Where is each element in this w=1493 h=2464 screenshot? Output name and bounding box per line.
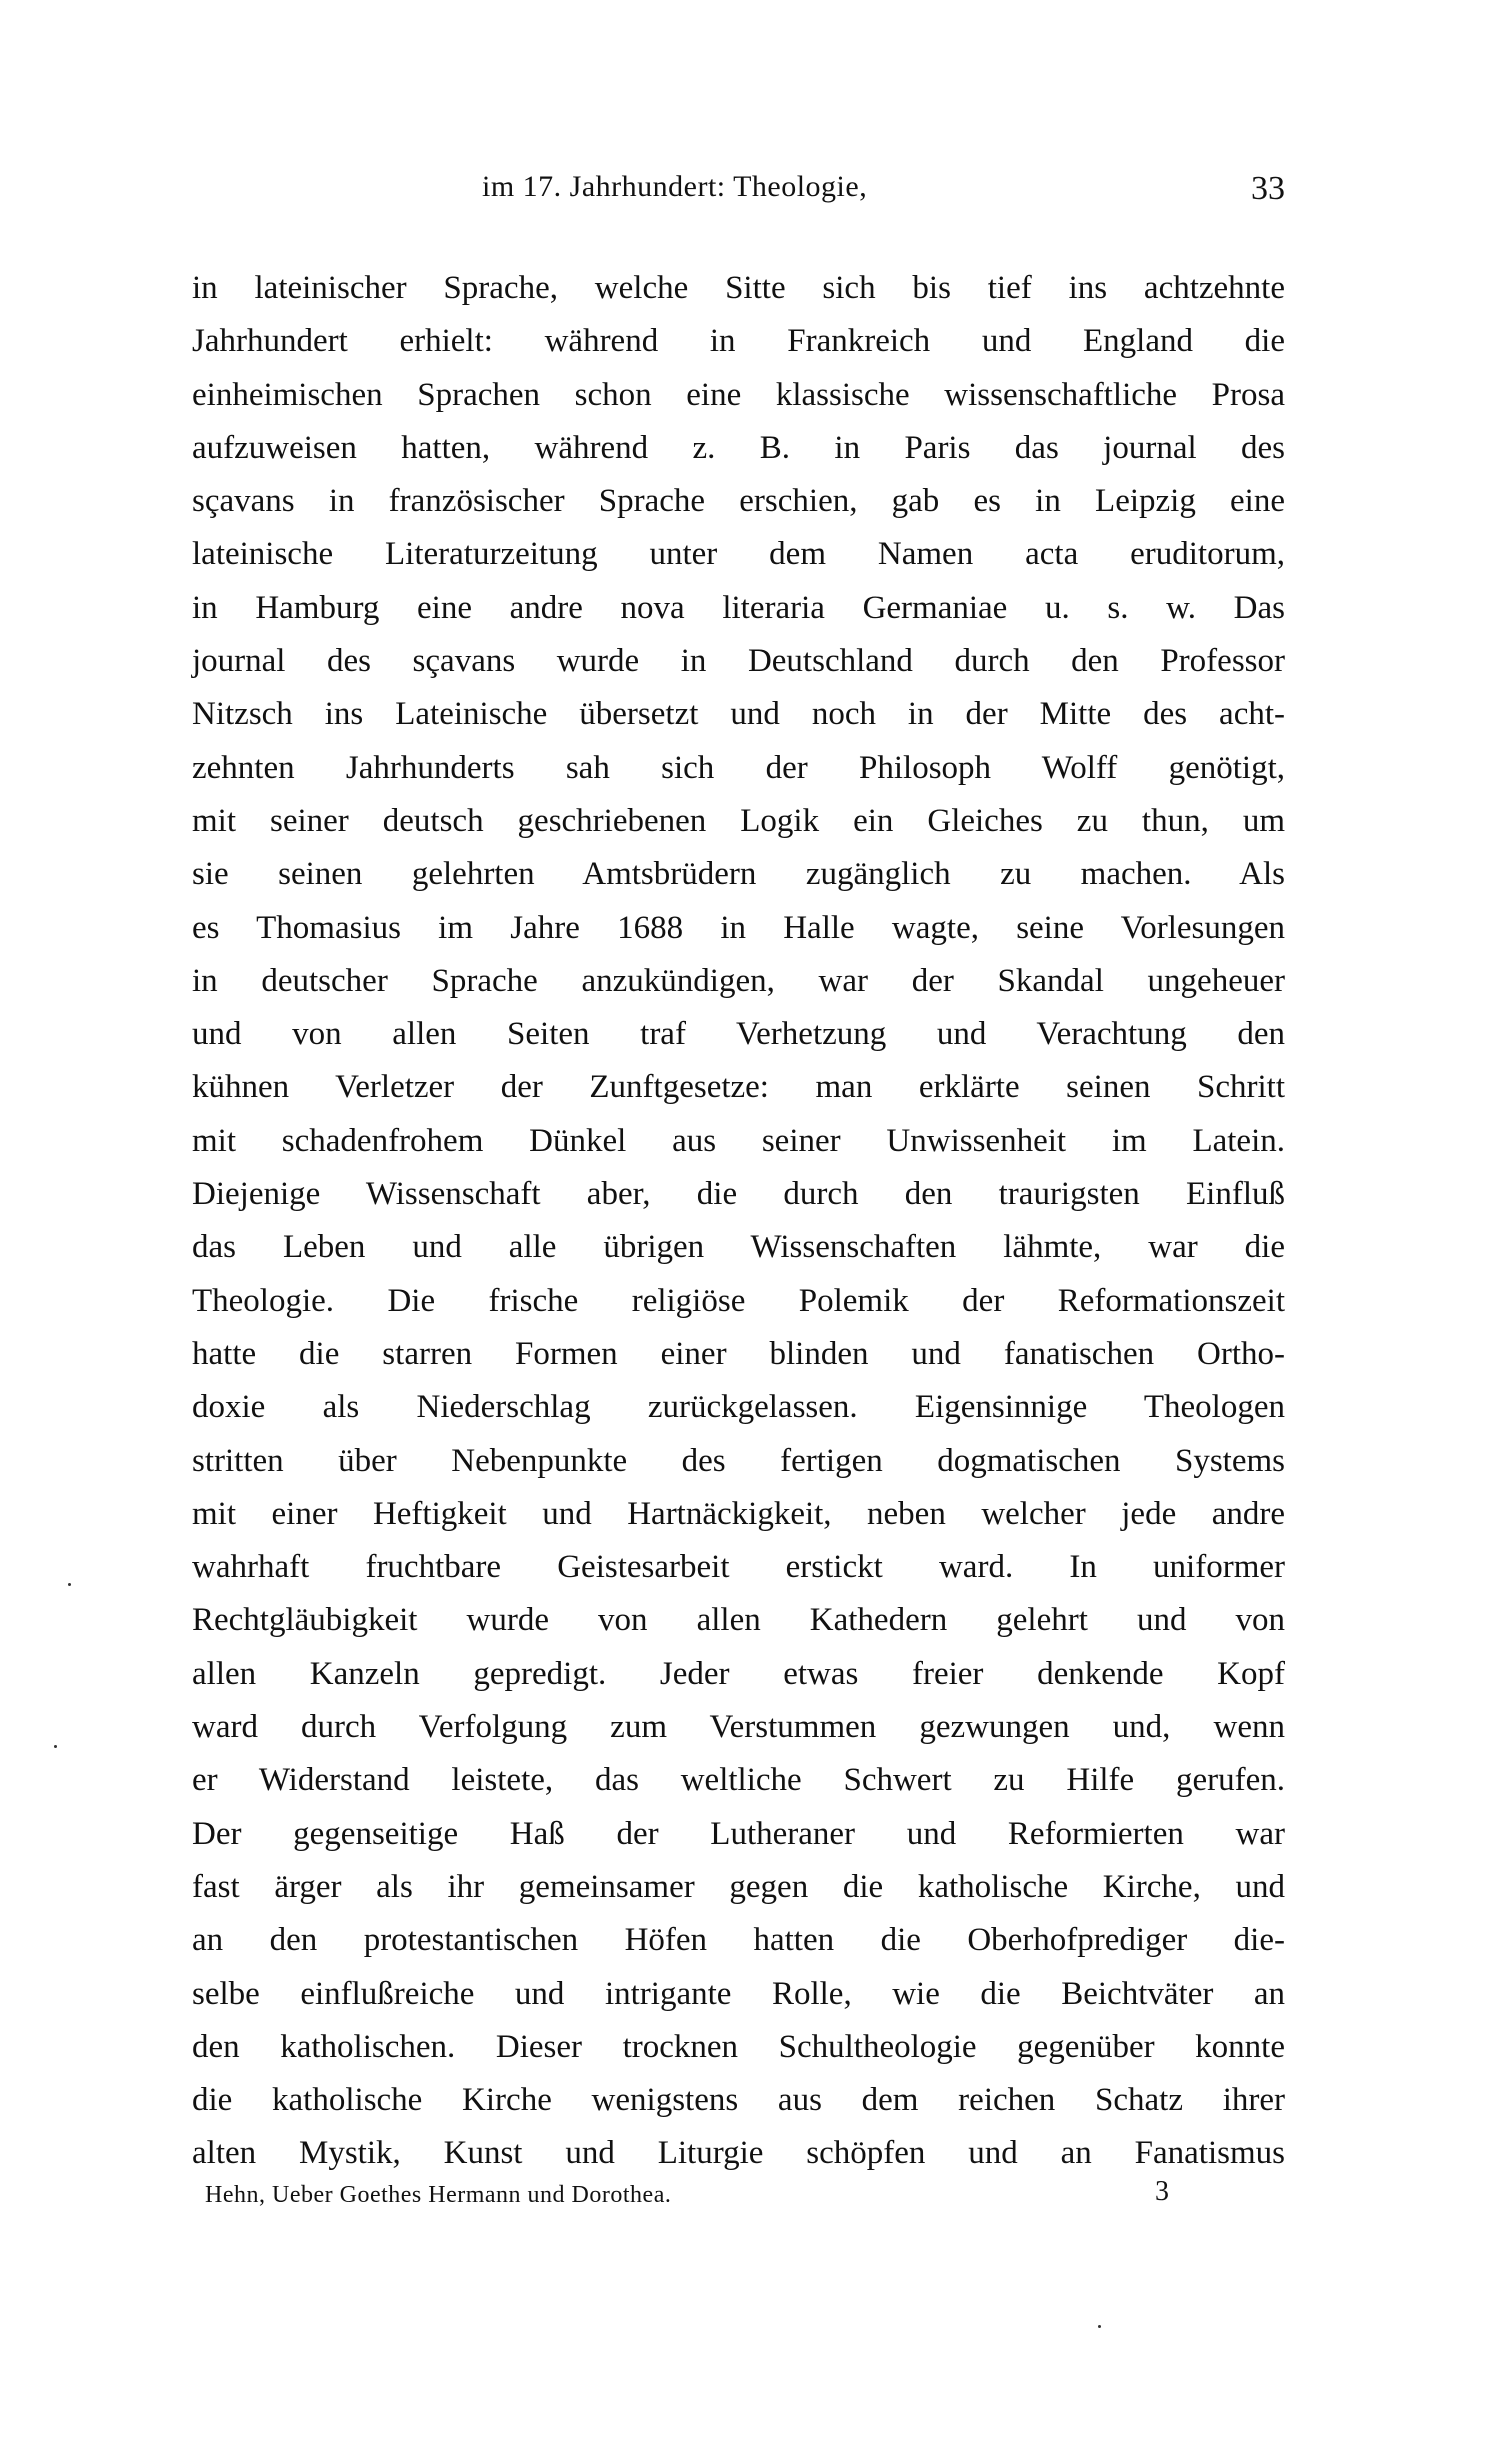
text-line: sçavans in französischer Sprache erschien, gab es in Leipzig eine	[192, 483, 1285, 520]
text-line: mit schadenfrohem Dünkel aus seiner Unwissenheit im Latein.	[192, 1122, 1285, 1159]
text-line: an den protestantischen Höfen hatten die Oberhofprediger die-	[192, 1922, 1285, 1959]
text-line: kühnen Verletzer der Zunftgesetze: man erklärte seinen Schritt	[192, 1069, 1285, 1106]
text-line: das Leben und alle übrigen Wissenschaften lähmte, war die	[192, 1229, 1285, 1266]
text-line: Nitzsch ins Lateinische übersetzt und noch in der Mitte des acht-	[192, 696, 1285, 733]
body-text	[192, 262, 1285, 2181]
scan-speck	[68, 1583, 71, 1586]
text-line: Der gegenseitige Haß der Lutheraner und Reformierten war	[192, 1815, 1285, 1852]
text-line: wahrhaft fruchtbare Geistesarbeit erstickt ward. In uniformer	[192, 1549, 1285, 1586]
text-line: und von allen Seiten traf Verhetzung und Verachtung den	[192, 1016, 1285, 1053]
signature-title: Hehn, Ueber Goethes Hermann und Dorothea.	[205, 2182, 672, 2208]
text-line: aufzuweisen hatten, während z. B. in Paris das journal des	[192, 429, 1285, 466]
text-line: die katholische Kirche wenigstens aus dem reichen Schatz ihrer	[192, 2082, 1285, 2119]
text-line: den katholischen. Dieser trocknen Schultheologie gegenüber konnte	[192, 2028, 1285, 2065]
text-line: stritten über Nebenpunkte des fertigen dogmatischen Systems	[192, 1442, 1285, 1479]
text-line: Jahrhundert erhielt: während in Frankreich und England die	[192, 323, 1285, 360]
text-line: ward durch Verfolgung zum Verstummen gezwungen und, wenn	[192, 1709, 1285, 1746]
text-line: Rechtgläubigkeit wurde von allen Kathedern gelehrt und von	[192, 1602, 1285, 1639]
text-line: in deutscher Sprache anzukündigen, war der Skandal ungeheuer	[192, 962, 1285, 999]
signature-line	[205, 2176, 1205, 2222]
text-line: es Thomasius im Jahre 1688 in Halle wagte, seine Vorlesungen	[192, 909, 1285, 946]
text-line: lateinische Literaturzeitung unter dem Namen acta eruditorum,	[192, 536, 1285, 573]
text-line: in Hamburg eine andre nova literaria Germaniae u. s. w. Das	[192, 589, 1285, 626]
text-line: Theologie. Die frische religiöse Polemik der Reformationszeit	[192, 1282, 1285, 1319]
running-title: im 17. Jahrhundert: Theologie,	[482, 170, 868, 203]
text-line: fast ärger als ihr gemeinsamer gegen die katholische Kirche, und	[192, 1868, 1285, 1905]
text-line: sie seinen gelehrten Amtsbrüdern zugänglich zu machen. Als	[192, 856, 1285, 893]
text-line: Diejenige Wissenschaft aber, die durch den traurigsten Einfluß	[192, 1176, 1285, 1213]
page-number: 33	[1251, 170, 1285, 207]
text-line: in lateinischer Sprache, welche Sitte sich bis tief ins achtzehnte	[192, 270, 1285, 306]
text-line: einheimischen Sprachen schon eine klassische wissenschaftliche Prosa	[192, 376, 1285, 413]
text-line: doxie als Niederschlag zurückgelassen. Eigensinnige Theologen	[192, 1389, 1285, 1426]
text-line: selbe einflußreiche und intrigante Rolle, wie die Beichtväter an	[192, 1975, 1285, 2012]
text-line: journal des sçavans wurde in Deutschland durch den Professor	[192, 643, 1285, 680]
text-line: allen Kanzeln gepredigt. Jeder etwas freier denkende Kopf	[192, 1655, 1285, 1692]
text-line: er Widerstand leistete, das weltliche Schwert zu Hilfe gerufen.	[192, 1762, 1285, 1799]
scan-speck	[1098, 2325, 1101, 2328]
scan-speck	[54, 1745, 57, 1748]
text-line: hatte die starren Formen einer blinden und fanatischen Ortho-	[192, 1335, 1285, 1372]
text-line: alten Mystik, Kunst und Liturgie schöpfen und an Fanatismus	[192, 2135, 1285, 2172]
text-line: mit einer Heftigkeit und Hartnäckigkeit, neben welcher jede andre	[192, 1495, 1285, 1532]
text-line: zehnten Jahrhunderts sah sich der Philosoph Wolff genötigt,	[192, 749, 1285, 786]
running-header	[192, 170, 1285, 220]
text-line: mit seiner deutsch geschriebenen Logik ein Gleiches zu thun, um	[192, 802, 1285, 839]
signature-number: 3	[1155, 2176, 1169, 2207]
